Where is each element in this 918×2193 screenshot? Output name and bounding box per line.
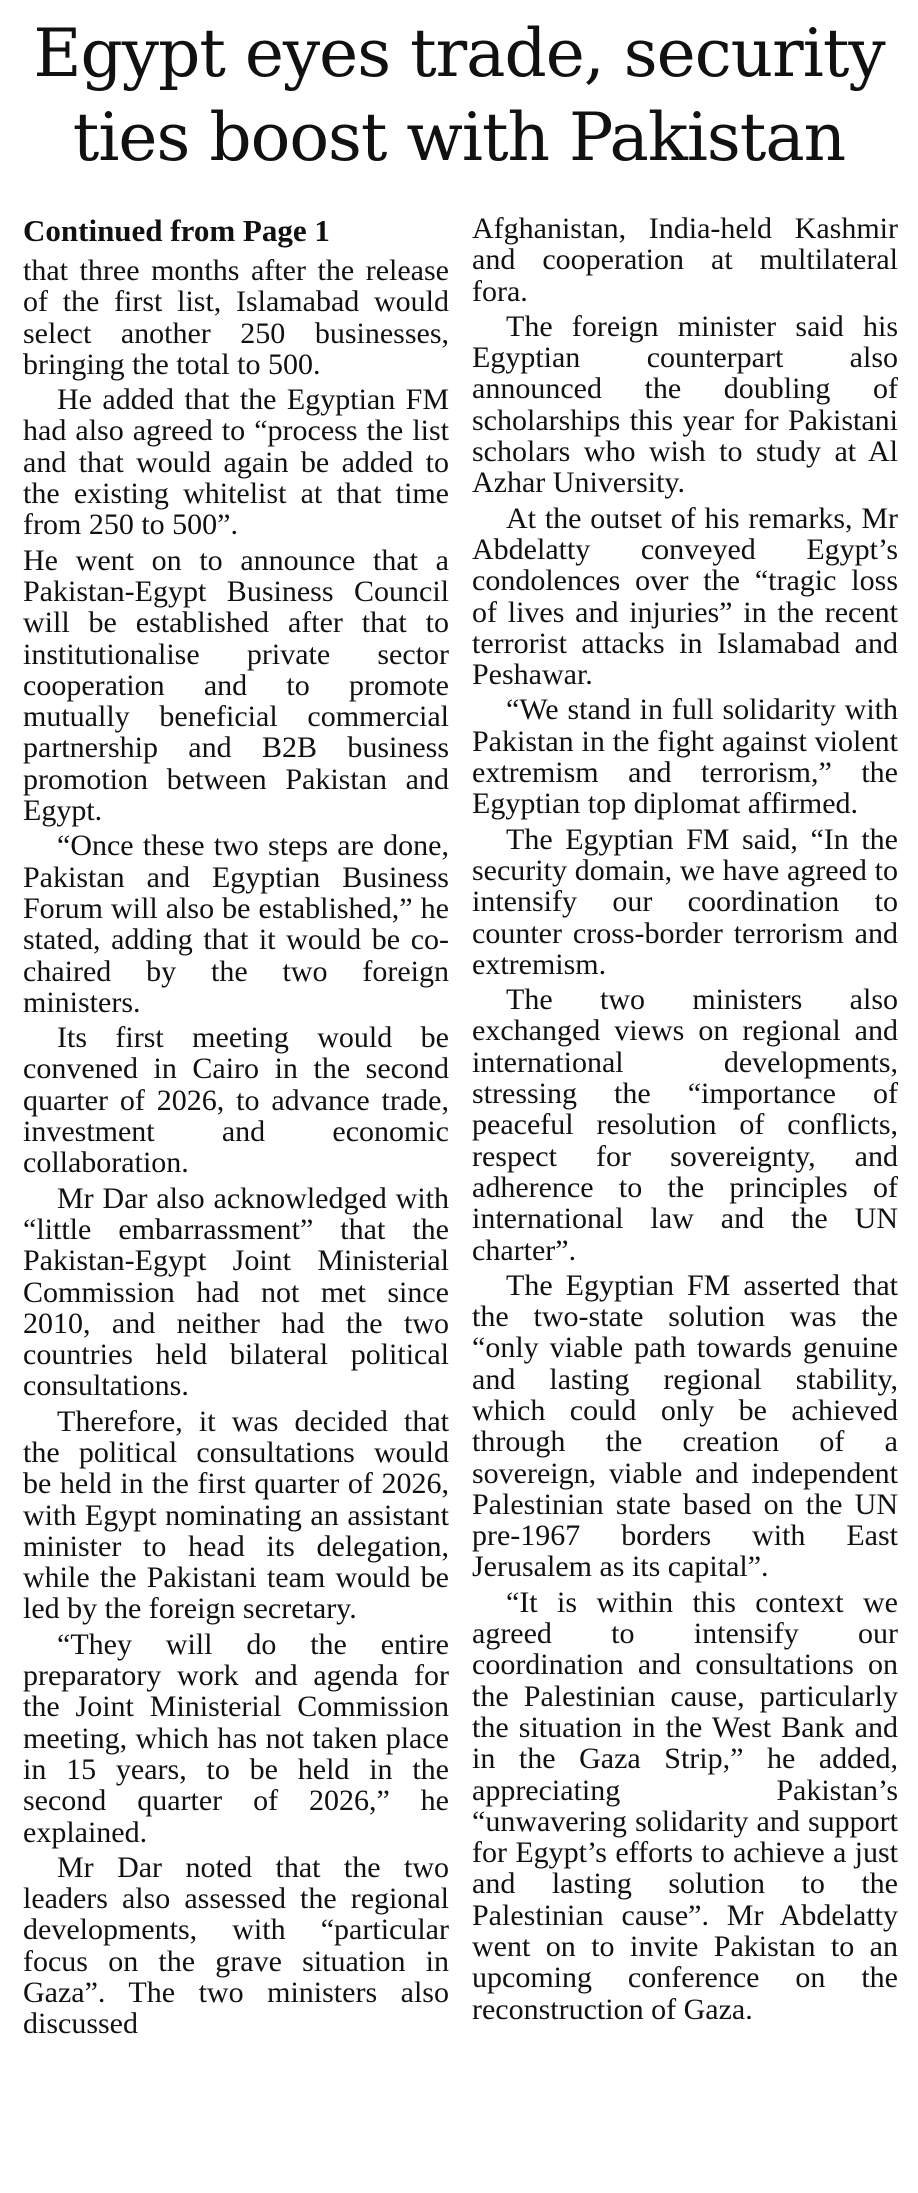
paragraph: At the outset of his remarks, Mr Abdelatty conveyed Egypt’s condolences over the “tragic loss of lives and injuries” in the recent terrorist attacks in Islamabad and Peshawar.: [472, 501, 898, 692]
paragraph: The Egyptian FM asserted that the two-state solution was the “only viable path towards genuine and lasting regional stability, which could only be achieved through the creation of a sovereign, viable and independent Palestinian state based on the UN pre-1967 borders with East Jerusalem as its capital”.: [472, 1268, 898, 1584]
paragraph: that three months after the release of the first list, Islamabad would select another 250 businesses, bringing the total to 500.: [23, 254, 449, 381]
continued-from-label: Continued from Page 1: [23, 213, 330, 248]
right-column: [472, 213, 898, 2029]
paragraph: “Once these two steps are done, Pakistan and Egyptian Business Forum will also be established,” he stated, adding that it would be co-chaired by the two foreign ministers.: [23, 829, 449, 1019]
paragraph: The two ministers also exchanged views on regional and international developments, stressing the “importance of peaceful resolution of conflicts, respect for sovereignty, and adherence to the principles of international law and the UN charter”.: [472, 983, 898, 1267]
paragraph: “We stand in full solidarity with Pakistan in the fight against violent extremism and terrorism,” the Egyptian top diplomat affirmed.: [472, 693, 898, 821]
paragraph: Mr Dar noted that the two leaders also assessed the regional developments, with “particular focus on the grave situation in Gaza”. The two ministers also discussed: [23, 1850, 449, 2041]
headline-line-2: ties boost with Pakistan: [72, 99, 846, 176]
paragraph: The foreign minister said his Egyptian counterpart also announced the doubling of scholarships this year for Pakistani scholars who wish to study at Al Azhar University.: [472, 309, 898, 500]
paragraph: Its first meeting would be convened in Cairo in the second quarter of 2026, to advance trade, investment and economic collaboration.: [23, 1021, 449, 1180]
paragraph: Mr Dar also acknowledged with “little embarrassment” that the Pakistan-Egypt Joint Ministerial Commission had not met since 2010, and neither had the two countries held bilateral political consultations.: [23, 1181, 449, 1403]
paragraph: He went on to announce that a Pakistan-Egypt Business Council will be established after that to institutionalise private sector cooperation and to promote mutually beneficial commercial partnership and B2B business promotion between Pakistan and Egypt.: [23, 543, 449, 828]
paragraph: “It is within this context we agreed to intensify our coordination and consultations on the Palestinian cause, particularly the situation in the West Bank and in the Gaza Strip,” he added, appreciating Pakistan’s “unwavering solidarity and support for Egypt’s efforts to achieve a just and lasting solution to the Palestinian cause”. Mr Abdelatty went on to invite Pakistan to an upcoming conference on the reconstruction of Gaza.: [472, 1585, 898, 2026]
headline: [0, 12, 918, 180]
headline-line-1: Egypt eyes trade, security: [33, 15, 885, 92]
paragraph: The Egyptian FM said, “In the security domain, we have agreed to intensify our coordination to counter cross-border terrorism and extremism.: [472, 822, 898, 981]
paragraph: Afghanistan, India-held Kashmir and cooperation at multilateral fora.: [472, 212, 898, 308]
paragraph: He added that the Egyptian FM had also agreed to “process the list and that would again be added to the existing whitelist at that time from 250 to 500”.: [23, 383, 449, 542]
left-column: [23, 213, 449, 2044]
paragraph: “They will do the entire preparatory work and agenda for the Joint Ministerial Commission meeting, which has not taken place in 15 years, to be held in the second quarter of 2026,” he explained.: [23, 1627, 449, 1849]
paragraph: Therefore, it was decided that the political consultations would be held in the first quarter of 2026, with Egypt nominating an assistant minister to head its delegation, while the Pakistani team would be led by the foreign secretary.: [23, 1404, 449, 1626]
